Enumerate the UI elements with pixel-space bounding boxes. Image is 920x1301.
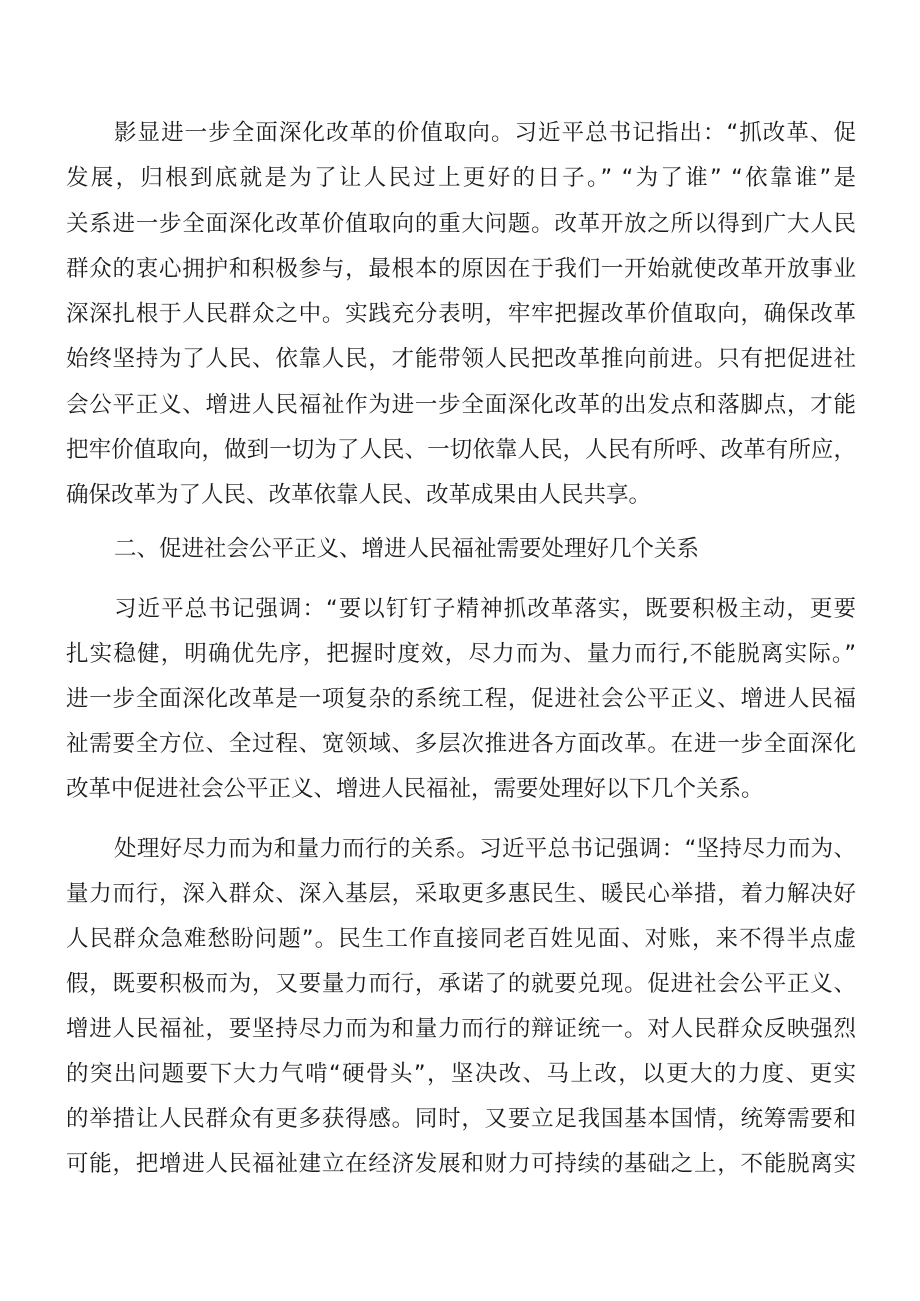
paragraph-1-line-4: 群众的衷心拥护和积极参与，最根本的原因在于我们一开始就使改革开放事业 — [66, 256, 856, 282]
paragraph-3-line-3: 人民群众急难愁盼问题”。民生工作直接同老百姓见面、对账，来不得半点虚 — [66, 926, 856, 952]
paragraph-3-line-8: 可能，把增进人民福祉建立在经济发展和财力可持续的基础之上，不能脱离实 — [66, 1151, 856, 1177]
paragraph-1-line-6: 始终坚持为了人民、依靠人民，才能带领人民把改革推向前进。只有把促进社 — [66, 346, 856, 372]
paragraph-2-line-5: 改革中促进社会公平正义、增进人民福祉，需要处理好以下几个关系。 — [66, 776, 764, 802]
paragraph-3-line-1: 处理好尽力而为和量力而行的关系。习近平总书记强调：“坚持尽力而为、 — [114, 836, 856, 862]
paragraph-1-line-7: 会公平正义、增进人民福祉作为进一步全面深化改革的出发点和落脚点，才能 — [66, 392, 856, 418]
paragraph-1-line-8: 把牢价值取向，做到一切为了人民、一切依靠人民，人民有所呼、改革有所应， — [66, 437, 856, 463]
paragraph-2-line-1: 习近平总书记强调：“要以钉钉子精神抓改革落实，既要积极主动，更要 — [114, 596, 856, 622]
paragraph-3-line-6: 的突出问题要下大力气啃“硬骨头”，坚决改、马上改，以更大的力度、更实 — [66, 1061, 856, 1087]
paragraph-2-line-4: 祉需要全方位、全过程、宽领域、多层次推进各方面改革。在进一步全面深化 — [66, 731, 856, 757]
section-heading: 二、促进社会公平正义、增进人民福祉需要处理好几个关系 — [114, 536, 700, 562]
paragraph-3-line-5: 增进人民福祉，要坚持尽力而为和量力而行的辩证统一。对人民群众反映强烈 — [66, 1016, 856, 1042]
paragraph-2-line-2: 扎实稳健，明确优先序，把握时度效，尽力而为、量力而行,不能脱离实际。” — [66, 641, 856, 667]
paragraph-1-line-9: 确保改革为了人民、改革依靠人民、改革成果由人民共享。 — [66, 482, 652, 508]
paragraph-1-line-5: 深深扎根于人民群众之中。实践充分表明，牢牢把握改革价值取向，确保改革 — [66, 301, 856, 327]
paragraph-3-line-7: 的举措让人民群众有更多获得感。同时，又要立足我国基本国情，统筹需要和 — [66, 1106, 856, 1132]
paragraph-1-line-2: 发展，归根到底就是为了让人民过上更好的日子。” “为了谁” “依靠谁”是 — [66, 165, 856, 191]
paragraph-1-line-3: 关系进一步全面深化改革价值取向的重大问题。改革开放之所以得到广大人民 — [66, 211, 856, 237]
paragraph-1-line-1: 影显进一步全面深化改革的价值取向。习近平总书记指出：“抓改革、促 — [114, 120, 856, 146]
paragraph-3-line-2: 量力而行，深入群众、深入基层，采取更多惠民生、暖民心举措，着力解决好 — [66, 881, 856, 907]
paragraph-2-line-3: 进一步全面深化改革是一项复杂的系统工程，促进社会公平正义、增进人民福 — [66, 686, 856, 712]
paragraph-3-line-4: 假，既要积极而为，又要量力而行，承诺了的就要兑现。促进社会公平正义、 — [66, 971, 856, 997]
